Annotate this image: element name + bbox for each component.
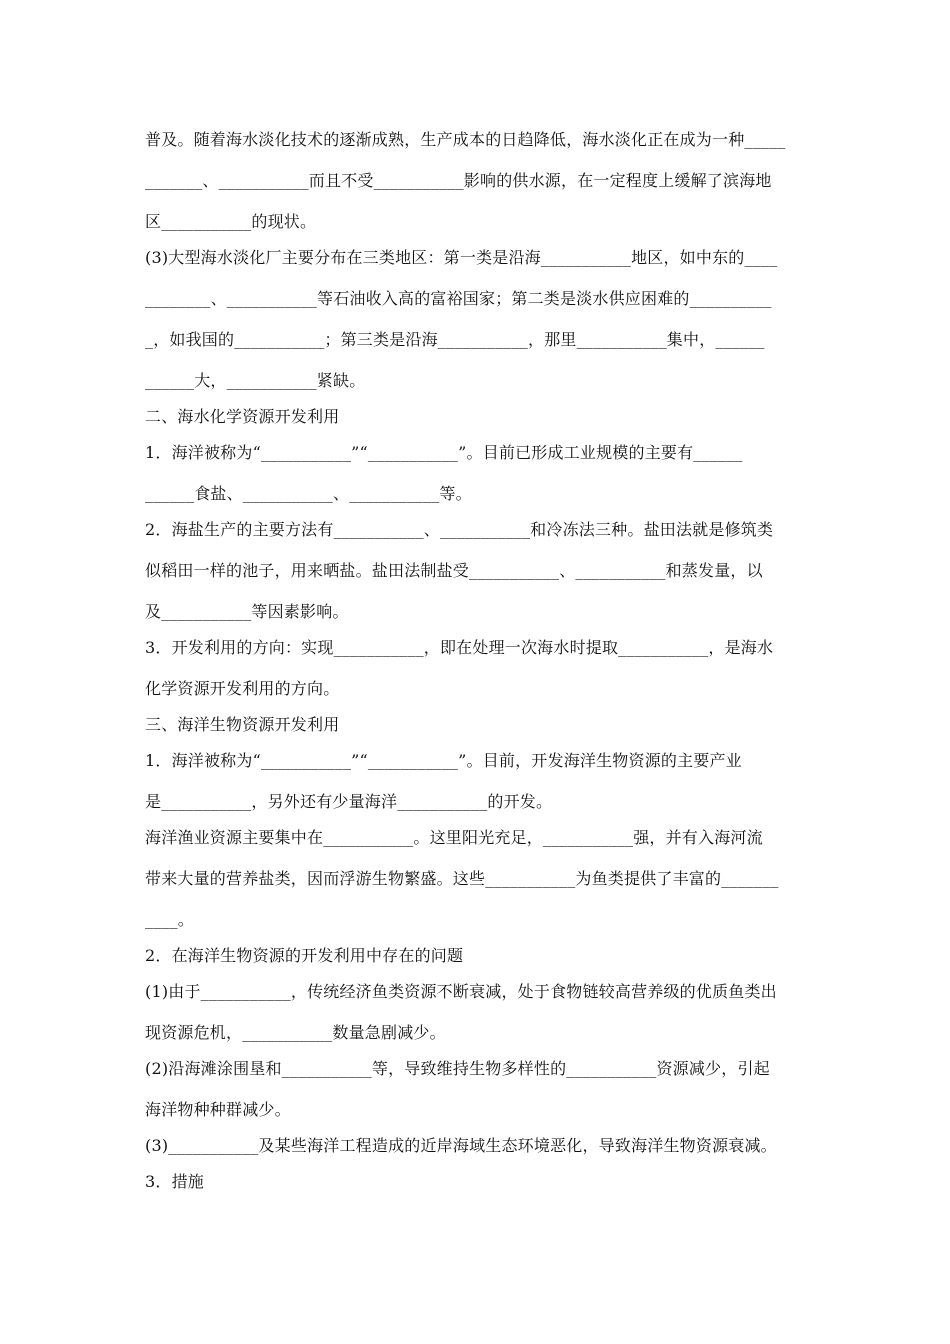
- text-line: 现资源危机，___________数量急剧减少。: [145, 1023, 446, 1042]
- text-line: 海洋物种种群减少。: [145, 1100, 291, 1119]
- text-line: 是___________，另外还有少量海洋___________的开发。: [145, 792, 553, 811]
- text-line: 及___________等因素影响。: [145, 602, 349, 621]
- text-line: 普及。随着海水淡化技术的逐渐成熟，生产成本的日趋降低，海水淡化正在成为一种_____: [145, 130, 786, 149]
- text-line: ______大，___________紧缺。: [145, 371, 366, 390]
- text-line: (2)沿海滩涂围垦和___________等，导致维持生物多样性的___________资源减少，引起: [145, 1059, 770, 1078]
- section-heading: 三、海洋生物资源开发利用: [145, 715, 340, 734]
- text-line: _，如我国的___________；第三类是沿海___________，那里___________集中，______: [145, 330, 765, 349]
- text-line: 1．海洋被称为“___________”“___________”。目前已形成工业规模的主要有______: [145, 443, 743, 462]
- text-line: _______、___________而且不受___________影响的供水源，在一定程度上缓解了滨海地: [145, 171, 772, 190]
- text-line: ________、___________等石油收入高的富裕国家；第二类是淡水供应困难的__________: [145, 289, 772, 308]
- text-line: 海洋渔业资源主要集中在___________。这里阳光充足，___________强，并有入海河流: [145, 828, 763, 847]
- text-line: 2．海盐生产的主要方法有___________、___________和冷冻法三种。盐田法就是修筑类: [145, 520, 774, 539]
- text-line: ____。: [145, 910, 195, 929]
- text-line: ______食盐、___________、___________等。: [145, 484, 472, 503]
- text-line: 3．开发利用的方向：实现___________，即在处理一次海水时提取___________，是海水: [145, 638, 774, 657]
- text-line: (3)___________及某些海洋工程造成的近岸海域生态环境恶化，导致海洋生物资源衰减。: [145, 1136, 777, 1155]
- text-line: 1．海洋被称为“___________”“___________”。目前，开发海洋生物资源的主要产业: [145, 751, 742, 770]
- section-heading: 二、海水化学资源开发利用: [145, 407, 340, 426]
- text-line: 似稻田一样的池子，用来晒盐。盐田法制盐受___________、___________和蒸发量，以: [145, 561, 763, 580]
- text-line: 2．在海洋生物资源的开发利用中存在的问题: [145, 946, 464, 965]
- text-line: 带来大量的营养盐类，因而浮游生物繁盛。这些___________为鱼类提供了丰富的_______: [145, 869, 779, 888]
- text-line: 化学资源开发利用的方向。: [145, 679, 340, 698]
- text-line: 3．措施: [145, 1172, 204, 1191]
- text-line: (3)大型海水淡化厂主要分布在三类地区：第一类是沿海___________地区，如中东的____: [145, 248, 778, 267]
- text-line: 区___________的现状。: [145, 212, 317, 231]
- text-line: (1)由于___________，传统经济鱼类资源不断衰减，处于食物链较高营养级的优质鱼类出: [145, 982, 777, 1001]
